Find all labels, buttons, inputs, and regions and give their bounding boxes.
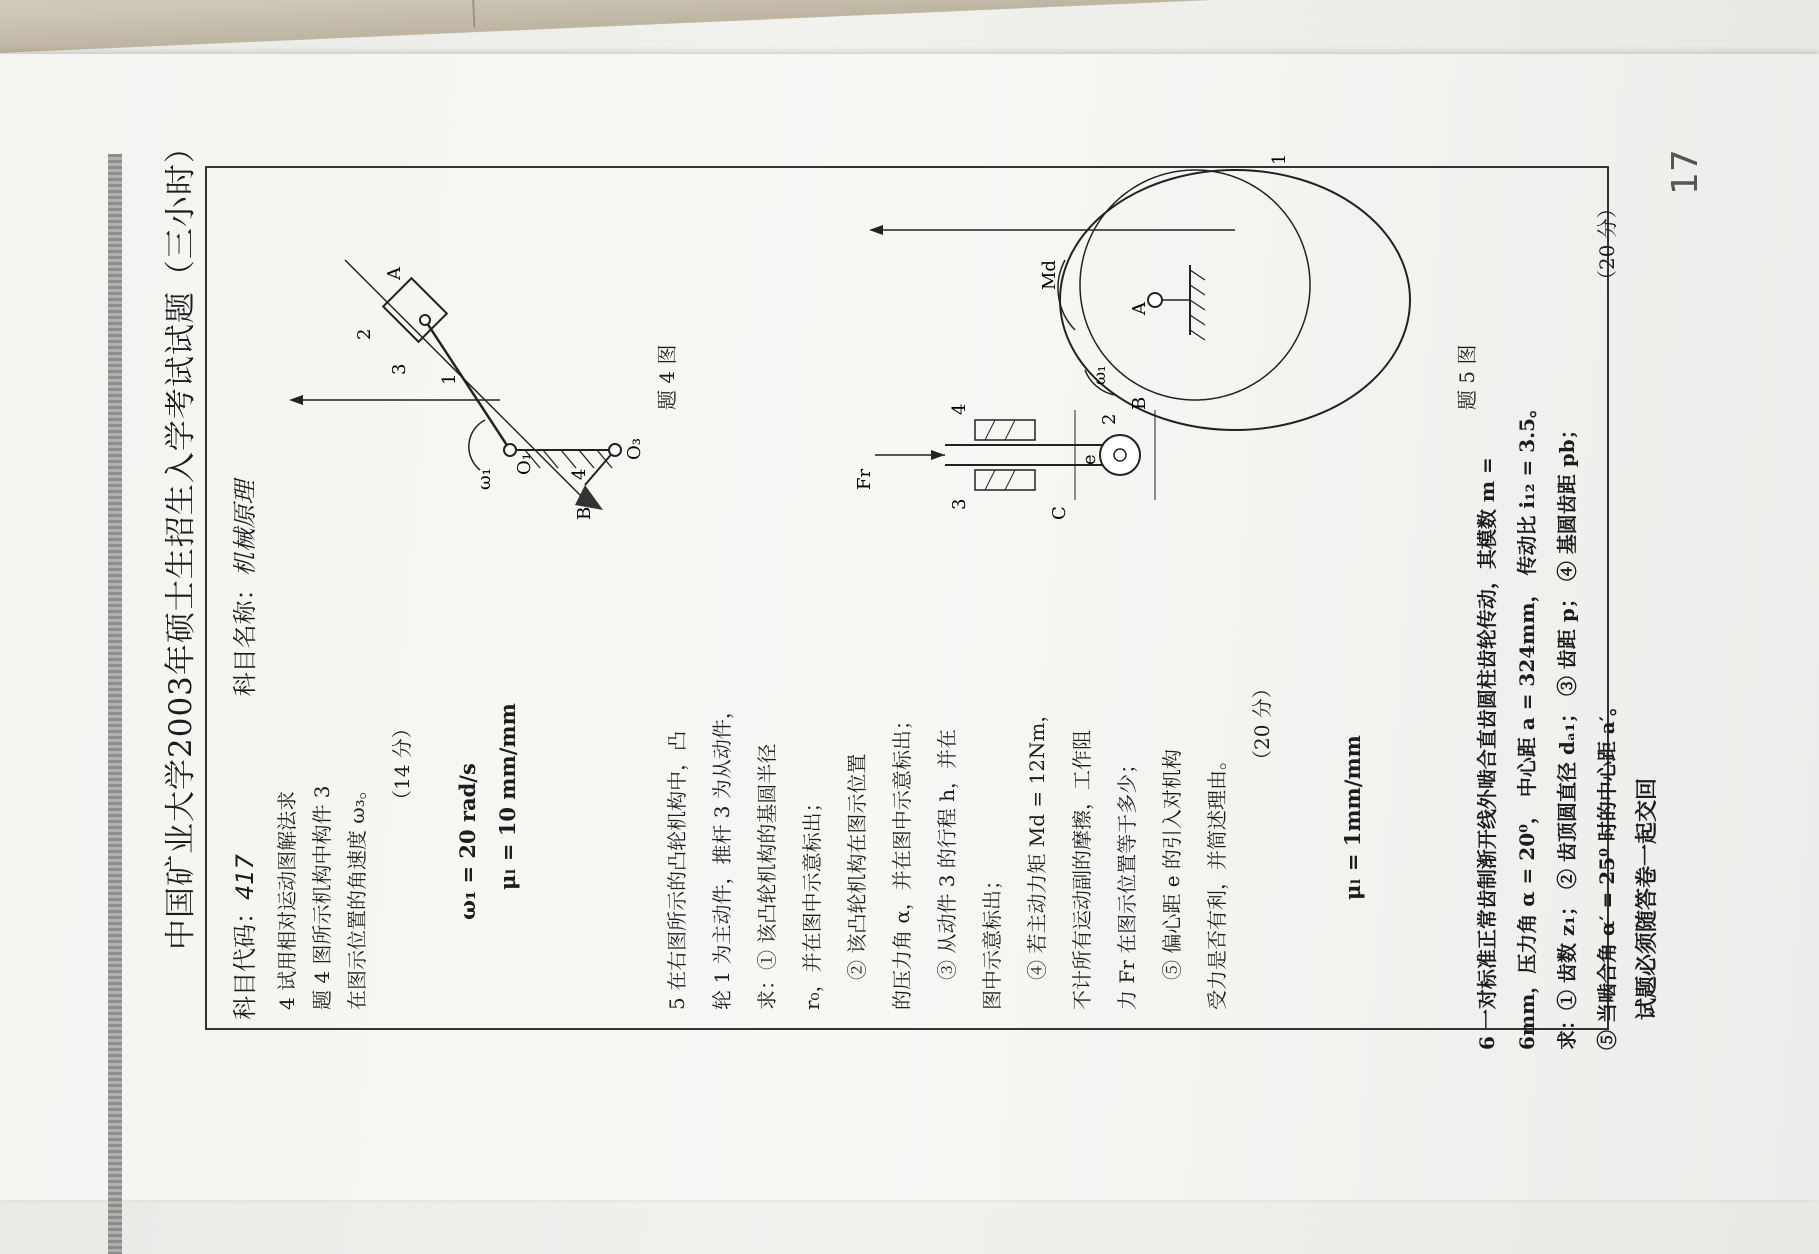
fig5-label-c: C	[1049, 506, 1070, 520]
q4-line-2: 题 4 图所示机构中构件 3	[310, 785, 334, 1010]
q6-score: （20 分）	[1595, 198, 1619, 290]
margin-note: 17	[1665, 149, 1706, 195]
fig5-label-omega: ω₁	[1090, 365, 1109, 385]
fig5-label-a: A	[1129, 302, 1150, 315]
q5-line-9: ④ 若主动力矩 Md = 12Nm，	[1025, 702, 1049, 980]
fig5-label-2: 2	[1099, 413, 1120, 425]
q5-line-4: r₀，并在图中示意标出；	[800, 792, 824, 1010]
q4-given-scale: μₗ = 10 mm/mm	[495, 703, 520, 890]
fig4-label-3: 3	[389, 363, 410, 375]
fig4-label-b: B	[574, 506, 595, 520]
q5-line-11: 力 Fr 在图示位置等于多少；	[1115, 753, 1139, 1010]
fig5-label-b: B	[1129, 396, 1150, 410]
fig4-label-1: 1	[439, 373, 460, 385]
figure-5-cam	[815, 140, 1435, 560]
q5-line-2: 轮 1 为主动件，推杆 3 为从动件，	[710, 699, 734, 1010]
q5-line-13: 受力是否有利，并简述理由。	[1205, 750, 1229, 1010]
exam-sheet	[163, 130, 1660, 1050]
fig4-label-a: A	[384, 267, 405, 280]
figure-5-caption: 题 5 图	[1455, 344, 1479, 410]
figure-4-caption: 题 4 图	[655, 344, 679, 410]
q4-line-1: 4 试用相对运动图解法求	[275, 790, 299, 1010]
q5-line-6: 的压力角 α，并在图中示意标出；	[890, 710, 914, 1010]
fig5-label-md: Md	[1039, 260, 1060, 290]
fig4-label-o1: O₁	[514, 453, 535, 475]
fig5-label-1: 1	[1269, 153, 1290, 165]
exam-title: 中国矿业大学2003年硕士生招生入学考试试题（三小时）	[163, 131, 199, 950]
q5-line-3: 求：① 该凸轮机构的基圆半径	[755, 743, 779, 1010]
figure-4-linkage	[285, 230, 645, 560]
subject-code-value: 417	[231, 854, 259, 900]
q5-line-10: 不计所有运动副的摩擦，工作阻	[1070, 730, 1094, 1010]
subject-name-value: 机械原理	[231, 480, 259, 577]
subject-name-label: 科目名称：	[231, 576, 259, 697]
q5-line-5: ② 该凸轮机构在图示位置	[845, 753, 869, 980]
fig5-label-fr: Fr	[854, 468, 875, 490]
q5-line-8: 图中示意标出；	[980, 870, 1004, 1010]
q4-score: （14 分）	[390, 718, 414, 810]
q5-given-scale: μₗ = 1mm/mm	[1340, 735, 1365, 900]
subject-code-label: 科目代码：	[231, 900, 259, 1020]
fig4-label-4: 4	[569, 468, 590, 480]
q5-line-7: ③ 从动件 3 的行程 h，并在	[935, 728, 959, 980]
fig4-label-omega: ω₁	[474, 468, 495, 490]
q5-line-12: ⑤ 偏心距 e 的引入对机构	[1160, 749, 1184, 980]
q5-score: （20 分）	[1250, 678, 1274, 770]
q6-line-4: ⑤ 当啮合角 α′ = 25⁰ 时的中心距 a′。	[1595, 695, 1619, 1050]
q5-line-1: 5 在右图所示的凸轮机构中，凸	[665, 730, 689, 1010]
fig5-label-e: e	[1079, 454, 1100, 465]
fig5-label-4: 4	[949, 403, 970, 415]
fig5-label-3: 3	[949, 498, 970, 510]
fig4-label-o3: O₃	[624, 438, 645, 460]
exam-footer: 试题必须随答卷一起交回	[1634, 777, 1660, 1020]
q6-line-2: 6mm，压力角 α = 20⁰， 中心距 a = 324mm， 传动比 i₁₂ = 3.5。	[1515, 397, 1539, 1050]
q6-line-1: 6 一对标准正常齿制渐开线外啮合直齿圆柱齿轮传动，其模数 m =	[1475, 457, 1499, 1050]
q6-line-3: 求：① 齿数 z₁； ② 齿顶圆直径 dₐ₁； ③ 齿距 p； ④ 基圆齿距 pb；	[1555, 419, 1579, 1050]
fig4-label-2: 2	[354, 328, 375, 340]
q4-line-3: 在图示位置的角速度 ω₃。	[345, 779, 369, 1010]
q4-given-omega: ω₁ = 20 rad/s	[455, 763, 480, 920]
